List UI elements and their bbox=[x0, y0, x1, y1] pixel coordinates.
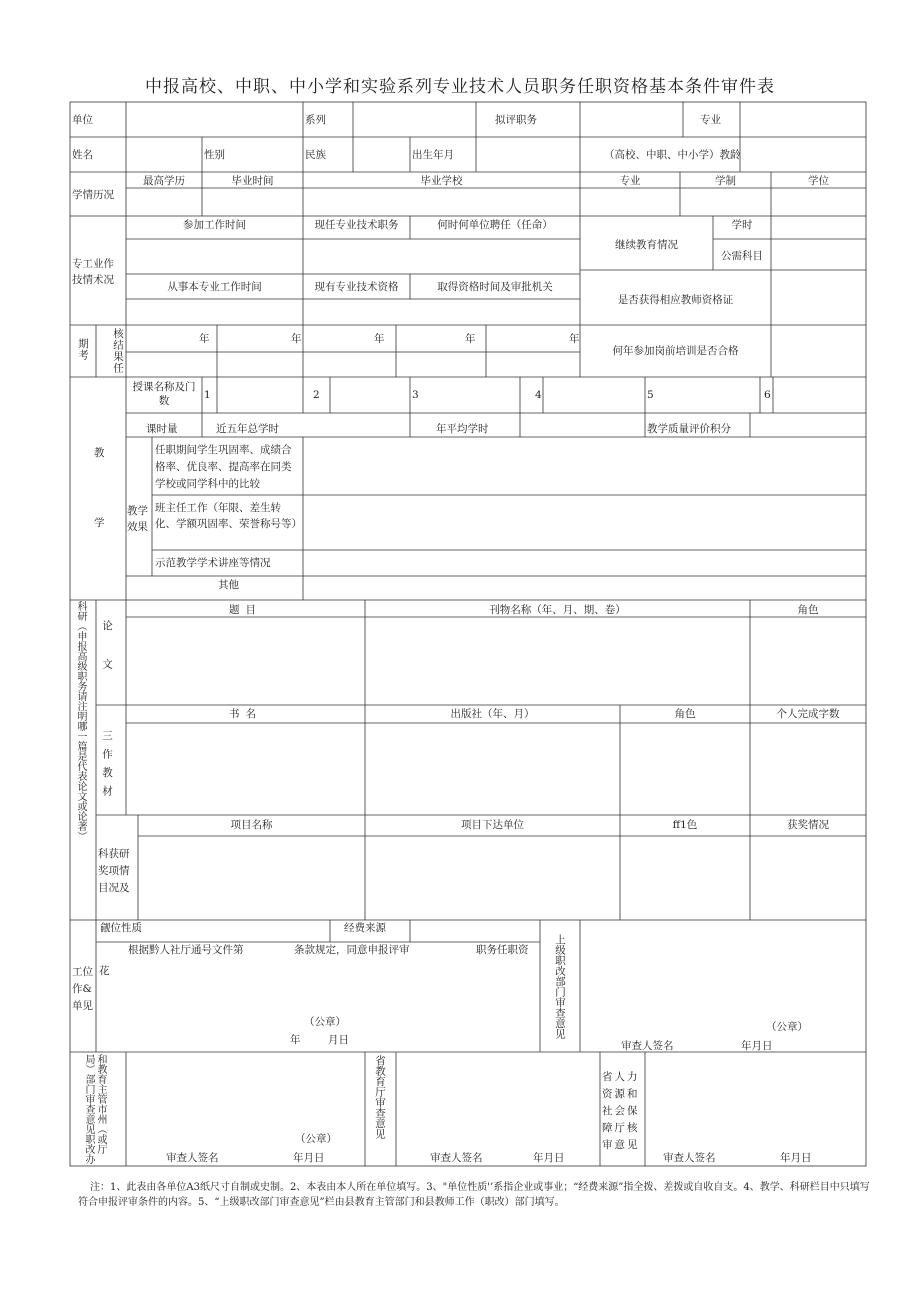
edu-col: 学制 bbox=[715, 175, 736, 187]
edu-col: 专业 bbox=[619, 175, 641, 187]
course-num: 5 bbox=[647, 389, 654, 401]
assess-label-a: 期考 bbox=[77, 338, 89, 361]
opinion-text2: 条款规定，同意申报评审 bbox=[294, 944, 410, 956]
course-num: 3 bbox=[412, 389, 419, 401]
research-label: 科研（申报高级职务请注明哪一篇是代表论文或论著） bbox=[75, 601, 86, 841]
seal-label: （公章） bbox=[304, 1016, 346, 1028]
work-start-label: 参加工作时间 bbox=[183, 219, 246, 231]
hr-signer: 审查人签名 bbox=[663, 1152, 716, 1164]
edu-col: 最高学历 bbox=[143, 175, 185, 187]
effect1-text: 任职期间学生巩固率、成绩合格率、优良率、提高率在同类学校或同学科中的比较 bbox=[155, 444, 292, 490]
award-result-header: 获奖情况 bbox=[787, 819, 829, 831]
work-label: 专工业作技情术况 bbox=[72, 258, 114, 286]
city-review-label: 和教育主管市州（或厅局）部门审查意见职改办 bbox=[83, 1054, 106, 1164]
training-label: 何年参加岗前培训是否合格 bbox=[612, 345, 739, 357]
book-words-header: 个人完成字数 bbox=[776, 708, 840, 720]
seal-label-2: （公章） bbox=[766, 1021, 808, 1033]
post-label: 拟评职务 bbox=[495, 114, 537, 126]
name-label: 姓名 bbox=[72, 149, 93, 161]
paper-label: 论文 bbox=[101, 620, 113, 697]
province-date: 年月日 bbox=[533, 1152, 565, 1164]
series-label: 系列 bbox=[305, 114, 326, 126]
award-name-header: 项目名称 bbox=[230, 819, 273, 831]
assess-label-b: 核结果任 bbox=[112, 328, 124, 374]
award-role-header: ff1色 bbox=[672, 819, 698, 831]
edu-col: 学位 bbox=[808, 175, 829, 187]
edu-col: 毕业学校 bbox=[420, 175, 463, 187]
work-current-label: 现任专业技术职务 bbox=[314, 219, 399, 231]
course-num: 1 bbox=[204, 389, 211, 401]
page-title: 中报高校、中职、中小学和实验系列专业技术人员职务任职资格基本条件审件表 bbox=[145, 77, 775, 97]
hours-label: 课时量 bbox=[146, 423, 178, 435]
signer-label: 审查人签名 bbox=[621, 1040, 674, 1052]
footnote: 注：1、此表由各单位A3纸尺寸自制或史制。2、本表由本人所在单位填写。3、"单位性质'’系指企业或事业；“经费来源”指全拨、差拨或自收自支。4、教学、科研栏目中只填写符合申报评审条件的内容。5、“上级职改部门审查意见”栏由县教育主管部门和县教师工作（职改）部门填写。 bbox=[78, 1182, 870, 1208]
ethnic-label: 民族 bbox=[305, 149, 326, 161]
continuing-edu-label: 继续教育情况 bbox=[615, 239, 678, 251]
paper-journal-header: 刊物名称（年、月、期、卷） bbox=[489, 604, 626, 616]
teaching-label-a: 教 bbox=[94, 447, 105, 459]
year-label: 年 bbox=[291, 333, 302, 345]
year-label: 年 bbox=[465, 333, 476, 345]
paper-role-header: 角色 bbox=[797, 604, 819, 616]
other-label: 其他 bbox=[218, 579, 239, 591]
hr-review-label: 省人力资源和社会保障厅核审意见 bbox=[602, 1071, 640, 1151]
book-title-header: 书名 bbox=[229, 708, 262, 720]
flower-text: 花 bbox=[99, 965, 110, 977]
required-label: 公需科目 bbox=[721, 250, 763, 262]
edu-col: 毕业时间 bbox=[231, 175, 274, 187]
effect2-text: 班主任工作（年限、差生转化、学额巩固率、荣誉称号等） bbox=[155, 502, 302, 530]
opinion-label: 工位作&单见 bbox=[72, 966, 93, 1012]
hr-date: 年月日 bbox=[780, 1152, 812, 1164]
unit-label: 单位 bbox=[72, 114, 93, 126]
course-num: 2 bbox=[313, 389, 320, 401]
year-label: 年 bbox=[569, 333, 580, 345]
book-role-header: 角色 bbox=[674, 708, 696, 720]
date-label: 年月日 bbox=[741, 1040, 773, 1052]
courses-label: 授课名称及门数 bbox=[132, 381, 196, 407]
book-publisher-header: 出版社（年、月） bbox=[450, 708, 535, 720]
gender-label: 性别 bbox=[204, 149, 225, 161]
city-signer: 审查人签名 bbox=[166, 1152, 219, 1164]
year-label: 年 bbox=[199, 333, 210, 345]
effect3-text: 示范教学学术讲座等情况 bbox=[155, 557, 271, 569]
effect-label: 教学效果 bbox=[127, 505, 148, 533]
major-time-label: 从事本专业工作时间 bbox=[167, 281, 262, 293]
fund-label: 经费来源 bbox=[344, 922, 386, 934]
five-year-label: 近五年总学时 bbox=[216, 423, 279, 435]
cert-label: 是否获得相应教师资格证 bbox=[617, 294, 734, 306]
province-edu-label: 省教育厅审查意见 bbox=[374, 1055, 386, 1139]
nature-label: 觎位性质 bbox=[100, 922, 142, 934]
award-unit-header: 项目下达单位 bbox=[461, 819, 524, 831]
edu-label: 学情历况 bbox=[72, 189, 114, 201]
city-seal: （公章） bbox=[295, 1133, 337, 1145]
work-when-label: 何时何单位聘任（任命） bbox=[437, 219, 553, 231]
paper-title-header: 题目 bbox=[229, 604, 262, 616]
superior-label: 上级职改部门审查意见 bbox=[554, 934, 566, 1039]
opinion-text1: 根据黔人社厅通号文件第 bbox=[128, 944, 244, 956]
province-signer: 审查人签名 bbox=[430, 1152, 483, 1164]
qualification-label: 现有专业技术资格 bbox=[314, 281, 399, 293]
course-num: 6 bbox=[764, 389, 771, 401]
avg-label: 年平均学时 bbox=[436, 423, 489, 435]
year-label: 年 bbox=[374, 333, 385, 345]
city-date: 年月日 bbox=[293, 1152, 325, 1164]
date-month-day: 月日 bbox=[328, 1034, 349, 1046]
birth-label: 出生年月 bbox=[412, 149, 454, 161]
hours-label: 学时 bbox=[731, 219, 753, 231]
obtain-label: 取得资格时间及审批机关 bbox=[437, 281, 553, 293]
date-year: 年 bbox=[290, 1034, 301, 1046]
opinion-text3: 职务任职资 bbox=[476, 944, 529, 956]
quality-label: 教学质量评价积分 bbox=[647, 423, 731, 435]
major-label: 专业 bbox=[700, 114, 721, 126]
teaching-label-b: 学 bbox=[94, 517, 105, 529]
book-label: 三作教材 bbox=[101, 730, 113, 804]
teacher-age-label: （高校、中职、中小学）教龄 bbox=[604, 149, 741, 161]
award-label: 科获研奖项情目况及 bbox=[98, 848, 130, 894]
course-num: 4 bbox=[535, 389, 542, 401]
